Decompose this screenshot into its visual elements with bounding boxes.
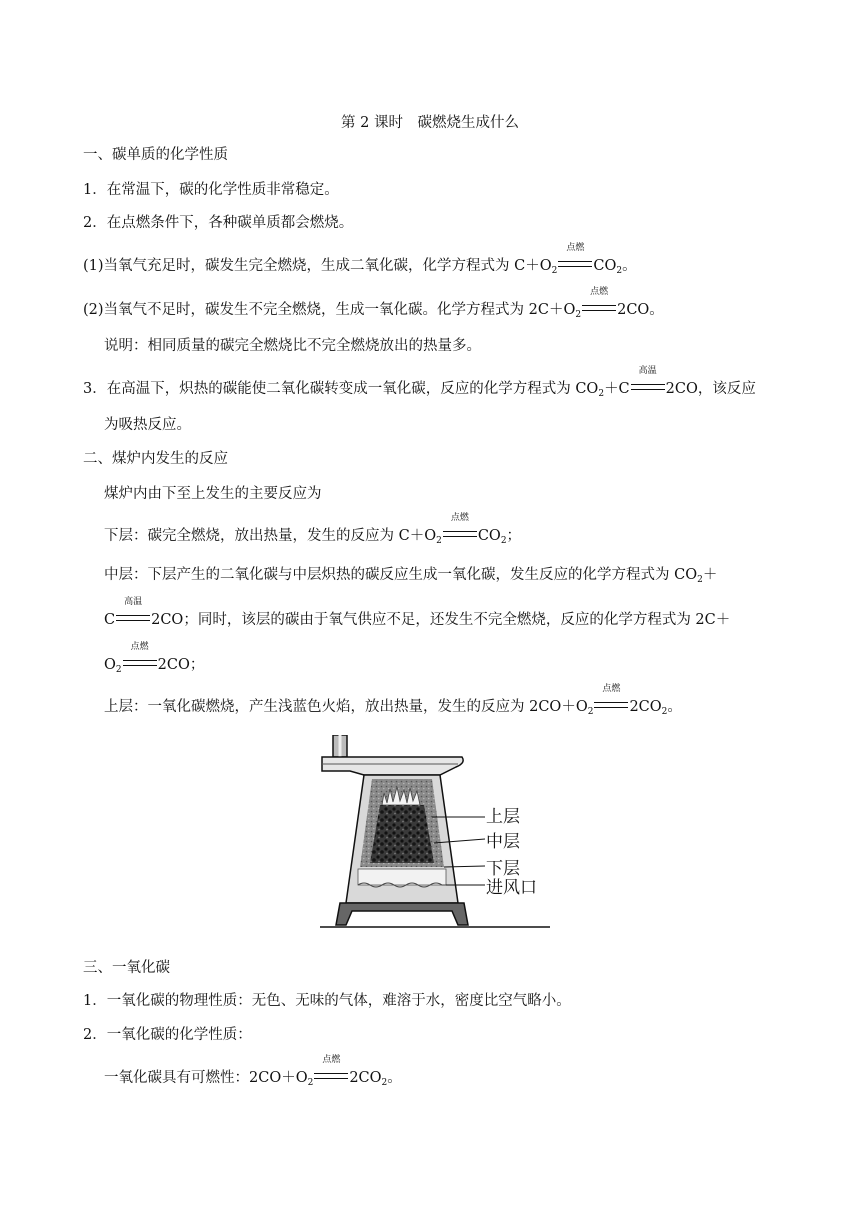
figure-label-middle: 中层 (486, 832, 520, 851)
section1-item2: 2．在点燃条件下，各种碳单质都会燃烧。 (83, 215, 354, 231)
reaction-condition: 高温 (630, 379, 666, 399)
reaction-condition: 点燃 (557, 256, 593, 276)
page-title: 第 2 课时 碳燃烧生成什么 (341, 115, 519, 131)
section1-sub1: (1)当氧气充足时，碳发生完全燃烧，生成二氧化碳，化学方程式为 $C+O_2$ 点燃 $CO_2$。 (83, 243, 637, 276)
reaction-condition: 点燃 (442, 526, 478, 546)
reaction-condition: 点燃 (593, 697, 629, 717)
middle-layer-text-3: $O_2$ 点燃 2CO； (104, 642, 205, 675)
section3-property: 一氧化碳具有可燃性：$2CO+O_2$ 点燃 $2CO_2$。 (104, 1055, 402, 1088)
reaction-condition: 点燃 (122, 655, 158, 675)
section1-item1: 1．在常温下，碳的化学性质非常稳定。 (83, 182, 339, 198)
section3-item2: 2．一氧化碳的化学性质： (83, 1027, 252, 1043)
upper-layer-text: 上层：一氧化碳燃烧，产生浅蓝色火焰，放出热量，发生的反应为 $2CO+O_2$ 点燃 $2CO_2$。 (104, 684, 682, 717)
lower-layer-text: 下层：碳完全燃烧，放出热量，发生的反应为 $C+O_2$ 点燃 $CO_2$； (104, 513, 522, 546)
section3-item1: 1．一氧化碳的物理性质：无色、无味的气体，难溶于水，密度比空气略小。 (83, 993, 571, 1009)
section1-sub2: (2)当氧气不足时，碳发生不完全燃烧，生成一氧化碳。化学方程式为 $2C+O_2$ 点燃 2CO。 (83, 287, 664, 320)
coal-stove-figure (320, 735, 550, 935)
reaction-condition: 高温 (115, 610, 151, 630)
section2-heading: 二、煤炉内发生的反应 (83, 451, 228, 467)
middle-layer-text-2: C 高温 2CO；同时，该层的碳由于氧气供应不足，还发生不完全燃烧，反应的化学方程式为 2C＋ (104, 597, 731, 628)
section3-heading: 三、一氧化碳 (83, 960, 170, 976)
figure-label-lower: 下层 (486, 859, 520, 878)
reaction-condition: 点燃 (313, 1068, 349, 1088)
coal-stove-illustration (320, 735, 550, 935)
section1-item3-line2: 为吸热反应。 (104, 417, 191, 433)
figure-label-air-inlet: 进风口 (486, 878, 537, 897)
middle-layer-text-1: 中层：下层产生的二氧化碳与中层炽热的碳反应生成一氧化碳，发生反应的化学方程式为 $CO_2+$ (104, 567, 718, 585)
figure-label-upper: 上层 (486, 807, 520, 826)
reaction-condition: 点燃 (581, 300, 617, 320)
section1-heading: 一、碳单质的化学性质 (83, 147, 228, 163)
section1-note: 说明：相同质量的碳完全燃烧比不完全燃烧放出的热量多。 (104, 338, 481, 354)
section2-intro: 煤炉内由下至上发生的主要反应为 (104, 486, 322, 502)
section1-item3: 3．在高温下，炽热的碳能使二氧化碳转变成一氧化碳，反应的化学方程式为 $CO_2+C$ 高温 2CO，该反应 (83, 366, 756, 399)
